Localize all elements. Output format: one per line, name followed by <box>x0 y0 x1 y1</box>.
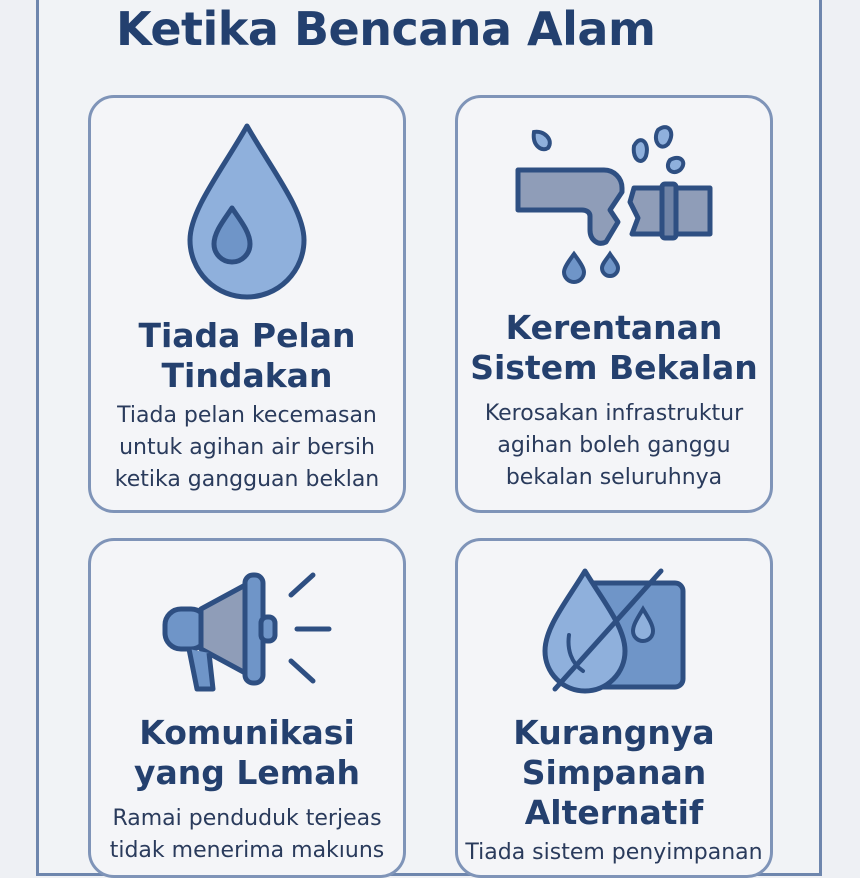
page-title: Ketika Bencana Alam <box>116 2 656 56</box>
no-water-storage-icon <box>539 565 689 695</box>
broken-pipe-icon <box>514 122 714 292</box>
card-description: Tiada pelan kecemasan untuk agihan air bersih ketika gangguan beklan <box>114 403 380 492</box>
card-description: Kerosakan infrastruktur agihan boleh ganggu bekalan seluruhnya <box>484 401 744 490</box>
card-description: Ramai penduduk terjeas tidak menerima makıuns <box>109 806 385 863</box>
megaphone-icon <box>157 565 337 695</box>
water-drop-icon <box>182 120 312 300</box>
card-lack-of-alternative-storage <box>455 538 773 878</box>
card-weak-communication <box>88 538 406 878</box>
card-title: Komunikasi yang Lemah <box>134 713 360 792</box>
card-description: Tiada sistem penyimpanan <box>465 840 763 865</box>
card-no-action-plan <box>88 95 406 513</box>
card-title: Kerentanan Sistem Bekalan <box>470 308 758 387</box>
card-title: Tiada Pelan Tindakan <box>138 316 356 395</box>
card-supply-vulnerability <box>455 95 773 513</box>
card-title: Kurangnya Simpanan Alternatif <box>513 713 715 832</box>
